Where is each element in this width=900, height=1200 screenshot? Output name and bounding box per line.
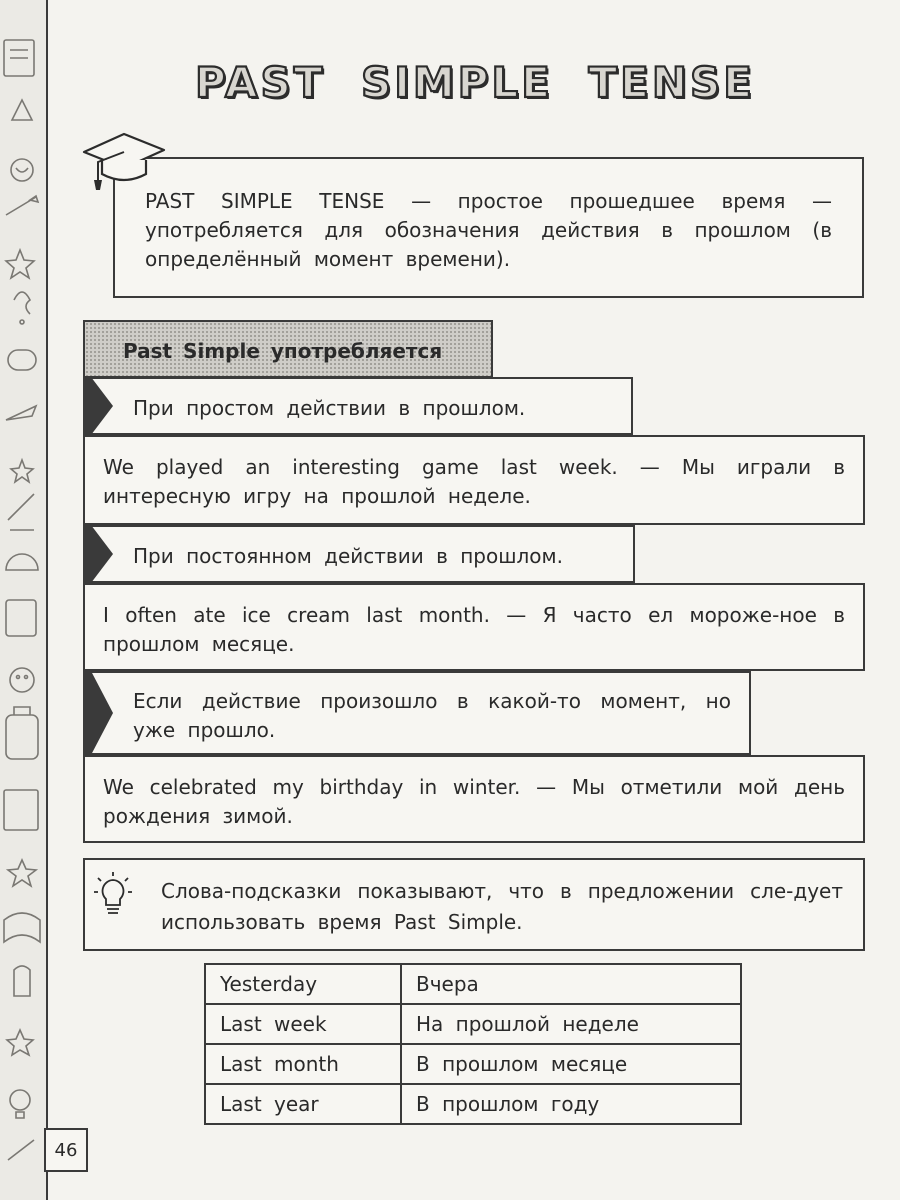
definition-text: PAST SIMPLE TENSE — простое прошедшее время — употребляется для обозначения действия в прошлом (в определённый момент времени). [145,189,832,271]
table-cell-ru: На прошлой неделе [401,1004,741,1044]
usage-heading: Past Simple употребляется [123,339,443,363]
decorative-doodle-strip [0,0,48,1200]
triangle-marker-icon [83,671,113,755]
table-cell-ru: В прошлом месяце [401,1044,741,1084]
example-box-3 [83,755,865,843]
page-title: PAST SIMPLE TENSE [195,58,755,107]
light-bulb-icon [92,870,134,920]
example-text: I often ate ice cream last month. — Я часто ел мороже-ное в прошлом месяце. [103,603,845,656]
tip-text: Слова-подсказки показывают, что в предложении сле-дует использовать время Past Simple. [161,879,843,934]
table-row [205,1044,741,1084]
example-box-2 [83,583,865,671]
rule-box-2 [83,525,635,583]
rule-text: При простом действии в прошлом. [133,396,526,420]
rule-box-1 [83,377,633,435]
triangle-marker-icon [83,377,113,435]
rule-text: Если действие произошло в какой-то момент, но уже прошло. [133,689,731,742]
tip-box [83,858,865,951]
example-box-1 [83,435,865,525]
hint-words-table [204,963,742,1125]
rule-text: При постоянном действии в прошлом. [133,544,563,568]
graduation-cap-icon [80,126,166,192]
table-cell-ru: В прошлом году [401,1084,741,1124]
table-row [205,964,741,1004]
triangle-marker-icon [83,525,113,583]
doodles-icon [0,0,46,1200]
page-number: 46 [44,1128,88,1172]
rule-box-3 [83,671,751,755]
table-cell-en: Last year [205,1084,401,1124]
table-cell-en: Yesterday [205,964,401,1004]
table-cell-en: Last month [205,1044,401,1084]
example-text: We celebrated my birthday in winter. — Мы отметили мой день рождения зимой. [103,775,845,828]
definition-box [113,157,864,298]
table-cell-en: Last week [205,1004,401,1044]
table-row [205,1084,741,1124]
example-text: We played an interesting game last week. — Мы играли в интересную игру на прошлой неделе. [103,455,845,508]
table-row [205,1004,741,1044]
table-cell-ru: Вчера [401,964,741,1004]
usage-heading-tab [83,320,493,378]
